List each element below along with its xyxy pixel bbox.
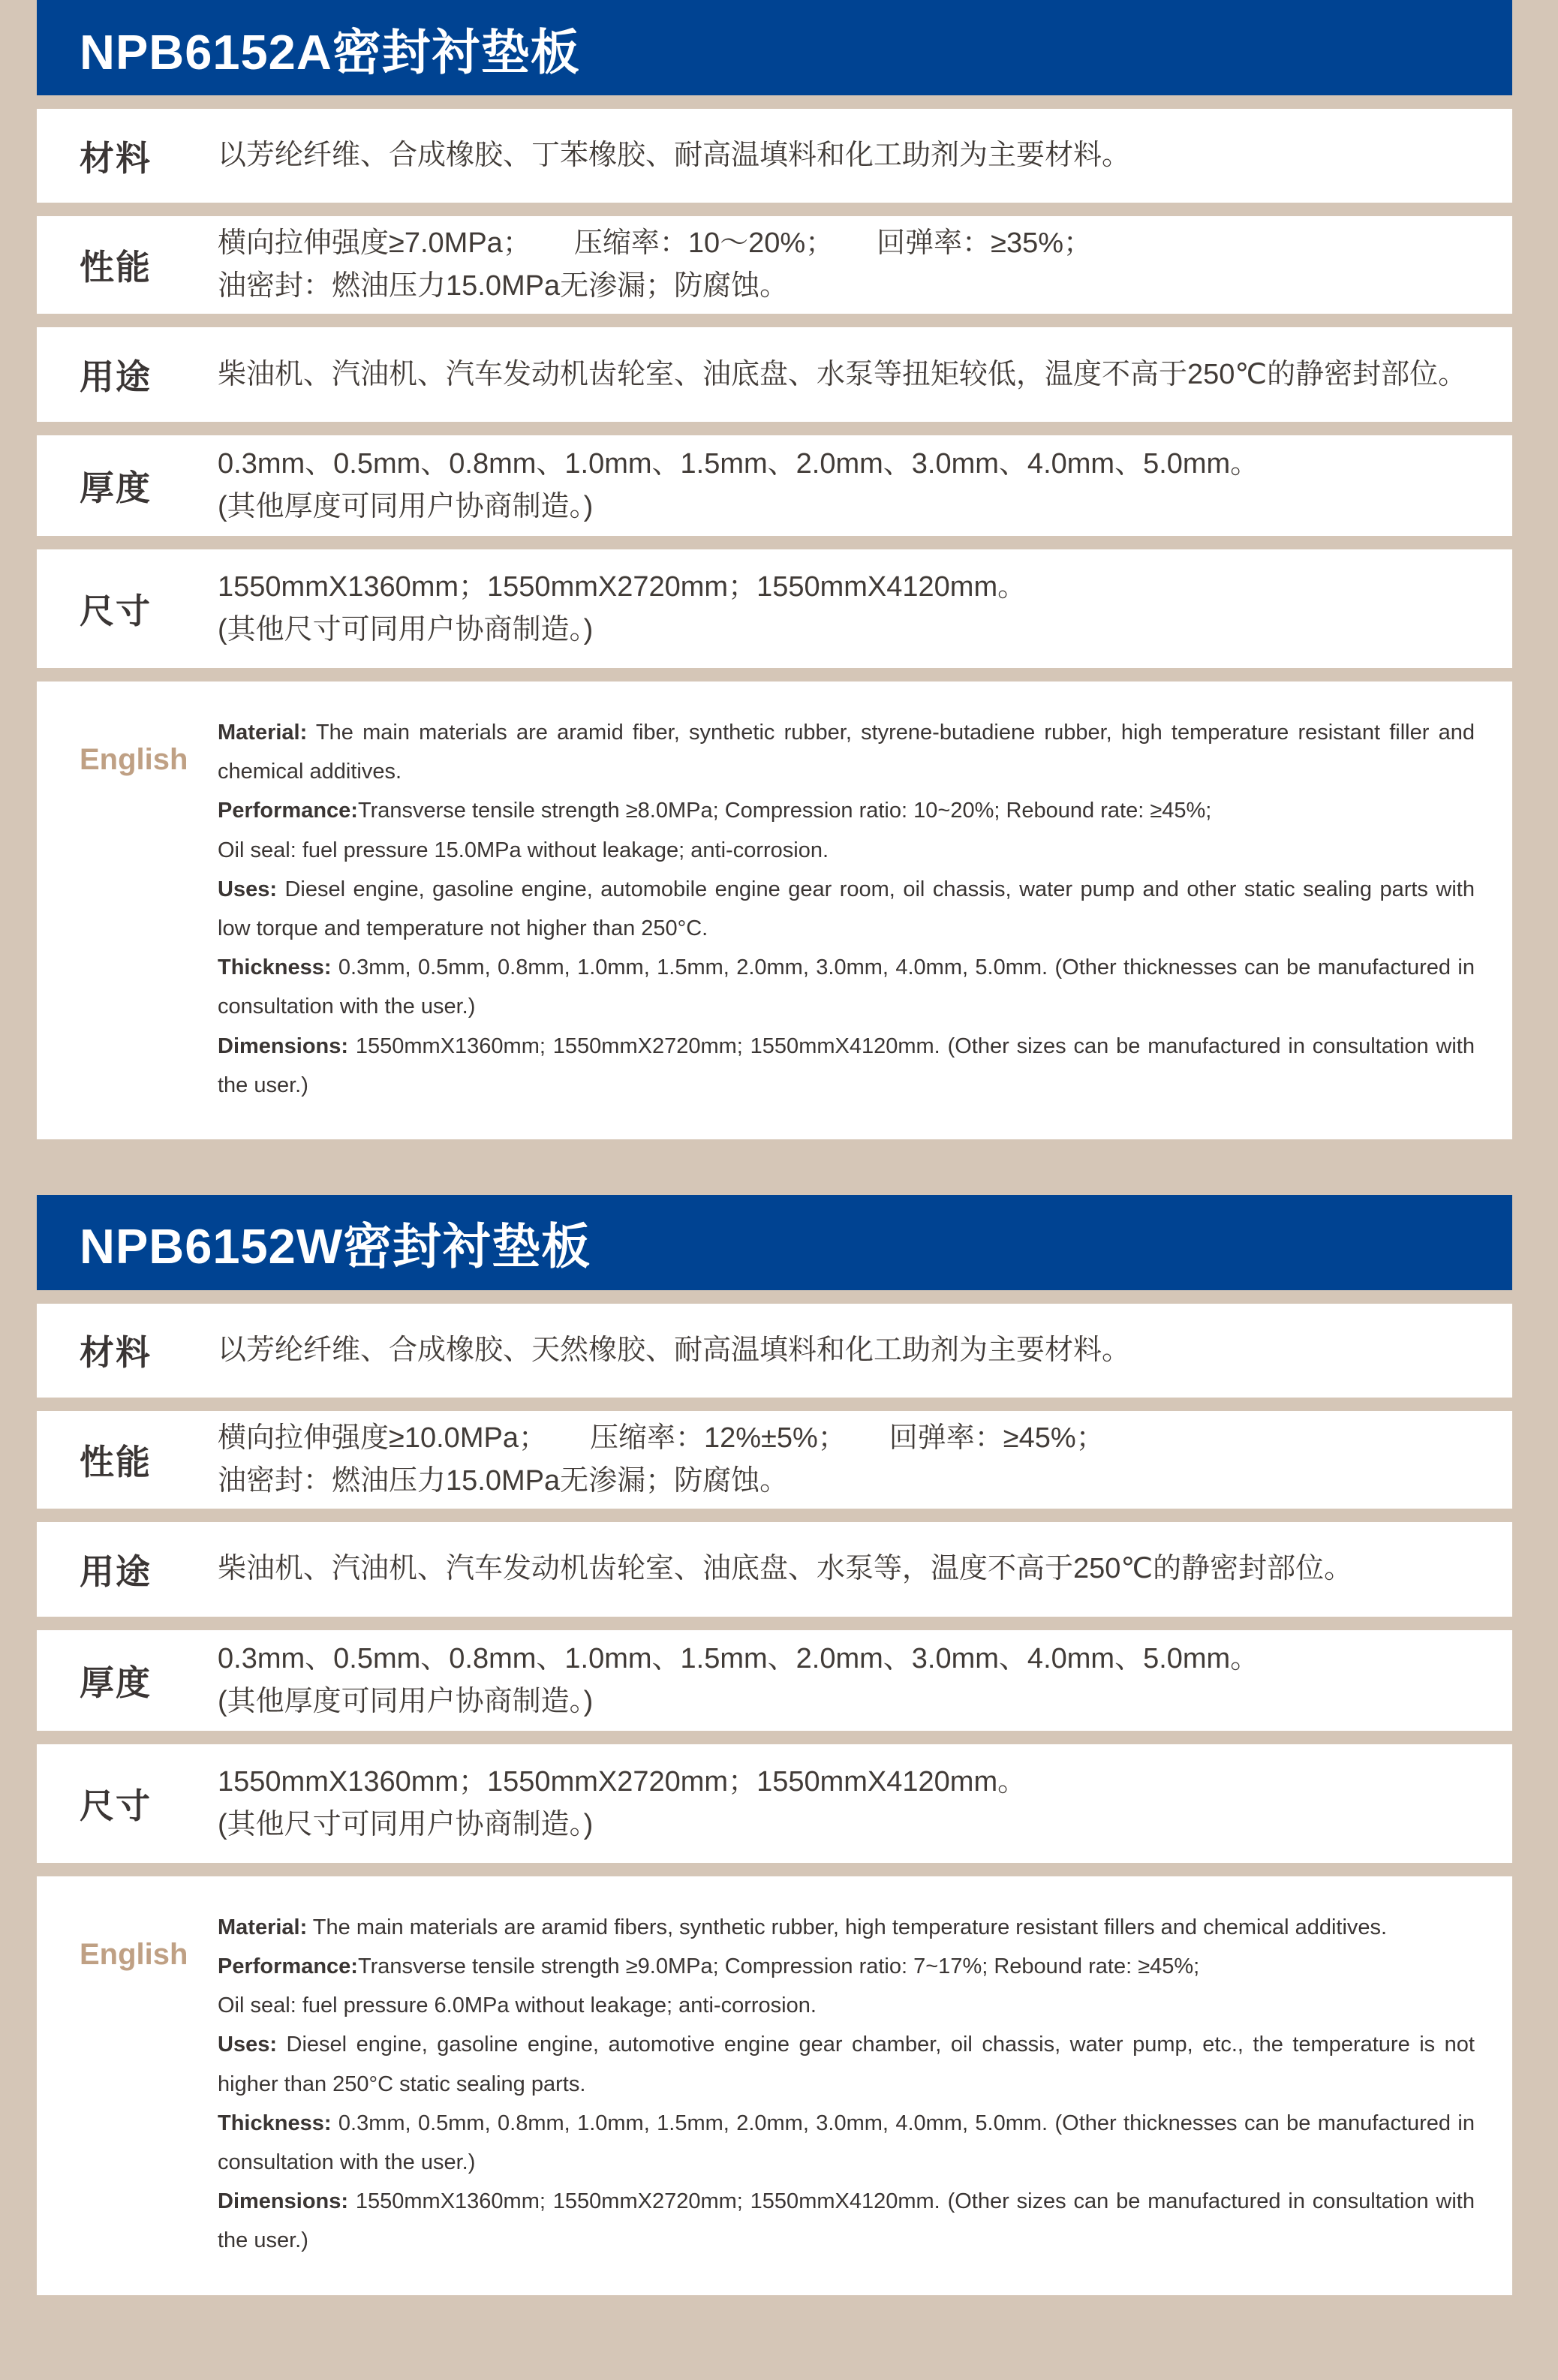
spec-line: 以芳纶纤维、合成橡胶、天然橡胶、耐高温填料和化工助剂为主要材料。 xyxy=(218,1334,1131,1366)
paragraph-text: The main materials are aramid fiber, synthetic rubber, styrene-butadiene rubber, high temperature resistant filler and chemical additives. xyxy=(218,721,1475,784)
spec-content-material xyxy=(218,1329,1512,1372)
paragraph-text: Diesel engine, gasoline engine, automobile engine gear room, oil chassis, water pump and other static sealing parts with low torque and temperature not higher than 250°C. xyxy=(218,877,1475,940)
english-block xyxy=(37,682,1512,1139)
paragraph-text: 0.3mm, 0.5mm, 0.8mm, 1.0mm, 1.5mm, 2.0mm, 3.0mm, 4.0mm, 5.0mm. (Other thicknesses can be manufactured in consultation with the user.) xyxy=(218,2111,1475,2174)
spec-line: (其他尺寸可同用户协商制造。) xyxy=(218,1808,594,1840)
paragraph-term: Material: xyxy=(218,1915,308,1939)
paragraph-term: Uses: xyxy=(218,877,277,901)
spec-content-material xyxy=(218,134,1512,177)
spec-row-thickness xyxy=(37,435,1512,536)
spec-label-uses: 用途 xyxy=(80,357,152,396)
spec-line: 横向拉伸强度≥7.0MPa； 压缩率：10～20%； 回弹率：≥35%； xyxy=(218,227,1093,259)
spec-label-dimensions: 尺寸 xyxy=(80,591,152,630)
spec-content-uses xyxy=(218,1548,1512,1590)
english-paragraph-uses xyxy=(218,2025,1475,2103)
product-section-npb6152a xyxy=(37,0,1512,1139)
spec-line: (其他厚度可同用户协商制造。) xyxy=(218,1685,594,1717)
english-paragraph-performance xyxy=(218,791,1475,830)
spec-label-dimensions: 尺寸 xyxy=(80,1786,152,1825)
paragraph-text: The main materials are aramid fibers, synthetic rubber, high temperature resistant fillers and chemical additives. xyxy=(307,1915,1388,1939)
spec-row-performance xyxy=(37,1411,1512,1509)
english-paragraphs xyxy=(218,713,1475,1105)
paragraph-text: Oil seal: fuel pressure 15.0MPa without leakage; anti-corrosion. xyxy=(218,838,829,862)
spec-label-material: 材料 xyxy=(80,1333,152,1373)
product-section-npb6152w xyxy=(37,1195,1512,2295)
paragraph-text: Diesel engine, gasoline engine, automotive engine gear chamber, oil chassis, water pump, etc., the temperature is not higher than 250°C static sealing parts. xyxy=(218,2032,1475,2096)
english-paragraph-thickness xyxy=(218,2104,1475,2182)
english-paragraph-oil-seal xyxy=(218,1986,1475,2025)
spec-row-thickness xyxy=(37,1630,1512,1731)
spec-line: 0.3mm、0.5mm、0.8mm、1.0mm、1.5mm、2.0mm、3.0mm、4.0mm、5.0mm。 xyxy=(218,1642,1259,1674)
spec-label-uses: 用途 xyxy=(80,1551,152,1591)
spec-row-material xyxy=(37,1304,1512,1398)
spec-row-performance xyxy=(37,216,1512,314)
spec-label-material: 材料 xyxy=(80,138,152,178)
paragraph-term: Dimensions: xyxy=(218,1034,349,1058)
product-title: NPB6152A密封衬垫板 xyxy=(80,24,580,80)
english-paragraph-thickness xyxy=(218,948,1475,1026)
spec-row-dimensions xyxy=(37,549,1512,668)
spec-line: 1550mmX1360mm；1550mmX2720mm；1550mmX4120mm。 xyxy=(218,1765,1027,1798)
spec-line: (其他尺寸可同用户协商制造。) xyxy=(218,614,594,645)
spec-row-material xyxy=(37,109,1512,203)
english-paragraph-performance xyxy=(218,1947,1475,1986)
spec-line: (其他厚度可同用户协商制造。) xyxy=(218,491,594,522)
paragraph-text: Transverse tensile strength ≥9.0MPa; Compression ratio: 7~17%; Rebound rate: ≥45%; xyxy=(357,1954,1200,1979)
spec-label-performance: 性能 xyxy=(80,1442,152,1482)
spec-content-performance xyxy=(218,222,1512,308)
english-paragraph-material xyxy=(218,1908,1475,1947)
paragraph-text: Oil seal: fuel pressure 6.0MPa without leakage; anti-corrosion. xyxy=(218,1993,817,2018)
paragraph-term: Thickness: xyxy=(218,955,332,980)
english-paragraph-dimensions xyxy=(218,2182,1475,2260)
spec-content-dimensions xyxy=(218,566,1512,651)
english-label: English xyxy=(80,1937,188,1971)
paragraph-text: 1550mmX1360mm; 1550mmX2720mm; 1550mmX4120mm. (Other sizes can be manufactured in consultation with the user.) xyxy=(218,1034,1475,1097)
spec-content-uses xyxy=(218,354,1512,396)
spec-label-thickness: 厚度 xyxy=(80,1662,152,1702)
spec-line: 柴油机、汽油机、汽车发动机齿轮室、油底盘、水泵等，温度不高于250℃的静密封部位。 xyxy=(218,1553,1353,1585)
spec-content-dimensions xyxy=(218,1761,1512,1846)
paragraph-term: Performance: xyxy=(218,1954,358,1979)
paragraph-term: Material: xyxy=(218,721,308,745)
spec-line: 柴油机、汽油机、汽车发动机齿轮室、油底盘、水泵等扭矩较低，温度不高于250℃的静密封部位。 xyxy=(218,358,1467,390)
english-label: English xyxy=(80,743,188,776)
paragraph-term: Uses: xyxy=(218,2032,277,2057)
english-paragraph-material xyxy=(218,713,1475,791)
section-header xyxy=(37,1195,1512,1290)
english-paragraph-oil-seal xyxy=(218,831,1475,870)
section-header xyxy=(37,0,1512,95)
english-paragraphs xyxy=(218,1908,1475,2261)
paragraph-text: 1550mmX1360mm; 1550mmX2720mm; 1550mmX4120mm. (Other sizes can be manufactured in consultation with the user.) xyxy=(218,2189,1475,2253)
english-block xyxy=(37,1876,1512,2295)
spec-line: 0.3mm、0.5mm、0.8mm、1.0mm、1.5mm、2.0mm、3.0mm、4.0mm、5.0mm。 xyxy=(218,448,1259,480)
spec-line: 油密封：燃油压力15.0MPa无渗漏；防腐蚀。 xyxy=(218,1464,789,1497)
paragraph-text: 0.3mm, 0.5mm, 0.8mm, 1.0mm, 1.5mm, 2.0mm, 3.0mm, 4.0mm, 5.0mm. (Other thicknesses can be manufactured in consultation with the user.) xyxy=(218,955,1475,1019)
spec-content-thickness xyxy=(218,443,1512,528)
spec-row-dimensions xyxy=(37,1744,1512,1863)
english-paragraph-uses xyxy=(218,870,1475,948)
paragraph-term: Thickness: xyxy=(218,2111,332,2135)
spec-row-uses xyxy=(37,327,1512,422)
spec-line: 以芳纶纤维、合成橡胶、丁苯橡胶、耐高温填料和化工助剂为主要材料。 xyxy=(218,140,1131,171)
paragraph-text: Transverse tensile strength ≥8.0MPa; Compression ratio: 10~20%; Rebound rate: ≥45%; xyxy=(357,799,1212,823)
spec-content-thickness xyxy=(218,1638,1512,1723)
spec-line: 横向拉伸强度≥10.0MPa； 压缩率：12%±5%； 回弹率：≥45%； xyxy=(218,1422,1105,1454)
spec-label-thickness: 厚度 xyxy=(80,468,152,507)
english-paragraph-dimensions xyxy=(218,1027,1475,1105)
spec-row-uses xyxy=(37,1522,1512,1617)
spec-line: 油密封：燃油压力15.0MPa无渗漏；防腐蚀。 xyxy=(218,270,789,302)
paragraph-term: Performance: xyxy=(218,799,358,823)
spec-line: 1550mmX1360mm；1550mmX2720mm；1550mmX4120mm。 xyxy=(218,571,1027,603)
product-title: NPB6152W密封衬垫板 xyxy=(80,1219,591,1274)
paragraph-term: Dimensions: xyxy=(218,2189,349,2214)
spec-content-performance xyxy=(218,1417,1512,1503)
spec-label-performance: 性能 xyxy=(80,248,152,287)
